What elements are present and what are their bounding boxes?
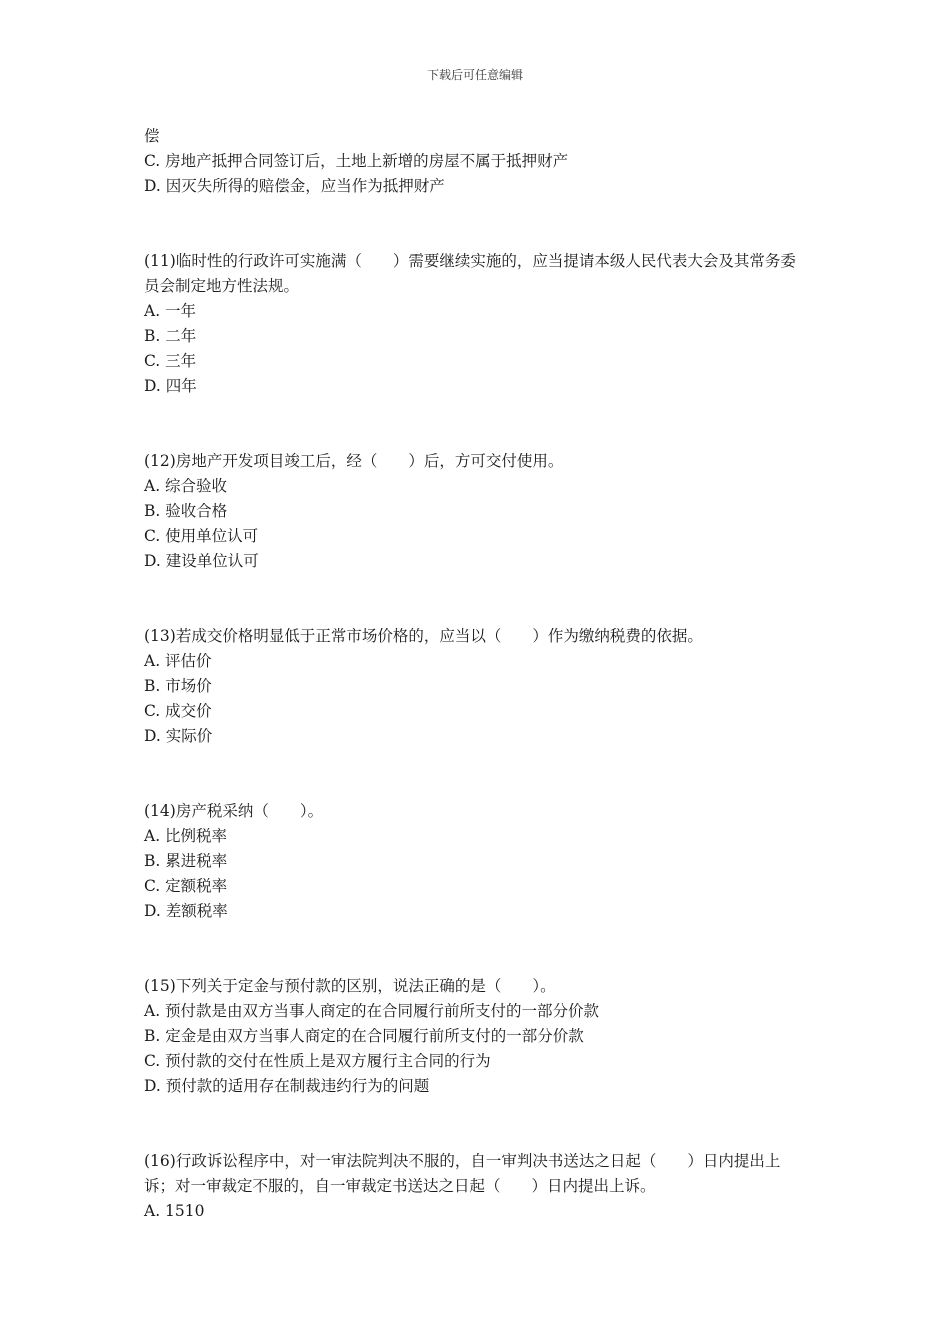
option-a: A. 一年: [144, 302, 197, 320]
intro-line: 偿: [144, 127, 160, 145]
option-c: C. 使用单位认可: [144, 527, 259, 545]
option-a: A. 1510: [144, 1202, 205, 1220]
question-stem: (12)房地产开发项目竣工后，经（ ）后，方可交付使用。: [144, 452, 564, 470]
question-stem: (16)行政诉讼程序中，对一审法院判决不服的，自一审判决书送达之日起（ ）日内提出上诉；对一审裁定不服的，自一审裁定书送达之日起（ ）日内提出上诉。: [144, 1152, 781, 1195]
option-b: B. 定金是由双方当事人商定的在合同履行前所支付的一部分价款: [144, 1027, 584, 1045]
question-13: [144, 624, 810, 749]
question-stem: (15)下列关于定金与预付款的区别，说法正确的是（ ）。: [144, 977, 556, 995]
option-b: B. 二年: [144, 327, 197, 345]
option-d: D. 四年: [144, 377, 197, 395]
question-11: [144, 249, 810, 399]
option-c: C. 预付款的交付在性质上是双方履行主合同的行为: [144, 1052, 491, 1070]
question-16: [144, 1149, 810, 1224]
question-15: [144, 974, 810, 1099]
document-body: [144, 124, 810, 1224]
option-c: C. 定额税率: [144, 877, 228, 895]
question-stem: (11)临时性的行政许可实施满（ ）需要继续实施的，应当提请本级人民代表大会及其常务委员会制定地方性法规。: [144, 252, 796, 295]
intro-option-c: C. 房地产抵押合同签订后，土地上新增的房屋不属于抵押财产: [144, 152, 569, 170]
option-a: A. 综合验收: [144, 477, 228, 495]
option-b: B. 验收合格: [144, 502, 228, 520]
option-d: D. 预付款的适用存在制裁违约行为的问题: [144, 1077, 430, 1095]
option-a: A. 比例税率: [144, 827, 228, 845]
intro-option-d: D. 因灭失所得的赔偿金，应当作为抵押财产: [144, 177, 445, 195]
option-c: C. 三年: [144, 352, 197, 370]
option-d: D. 实际价: [144, 727, 213, 745]
option-d: D. 建设单位认可: [144, 552, 259, 570]
question-stem: (14)房产税采纳（ ）。: [144, 802, 324, 820]
option-b: B. 累进税率: [144, 852, 228, 870]
option-a: A. 预付款是由双方当事人商定的在合同履行前所支付的一部分价款: [144, 1002, 600, 1020]
option-d: D. 差额税率: [144, 902, 228, 920]
option-a: A. 评估价: [144, 652, 212, 670]
option-c: C. 成交价: [144, 702, 212, 720]
page-header: 下载后可任意编辑: [426, 68, 523, 82]
intro-block: [144, 124, 810, 199]
question-stem: (13)若成交价格明显低于正常市场价格的，应当以（ ）作为缴纳税费的依据。: [144, 627, 703, 645]
option-b: B. 市场价: [144, 677, 212, 695]
question-12: [144, 449, 810, 574]
question-14: [144, 799, 810, 924]
